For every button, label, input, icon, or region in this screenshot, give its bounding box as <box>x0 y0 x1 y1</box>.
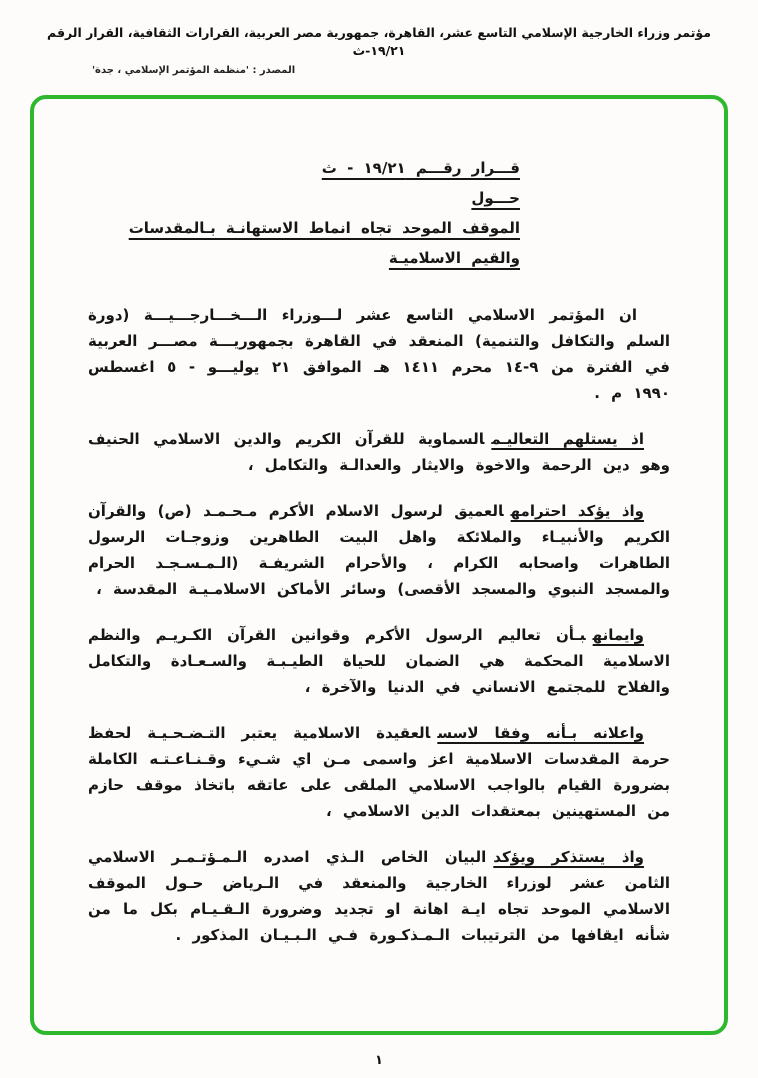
title-about-word: حـــول <box>471 189 520 207</box>
paragraph-inspired <box>88 426 670 478</box>
paragraph-belief <box>88 622 670 700</box>
resolution-title-block <box>88 155 520 272</box>
paragraph-lead: واذ يؤكد احترامه <box>510 502 644 520</box>
paragraph-lead: واعلانه بـأنه وفقا لاسس <box>437 724 645 742</box>
paragraph-affirming-respect <box>88 498 670 602</box>
document-header-title: مؤتمر وزراء الخارجية الإسلامي التاسع عشر، القاهرة، جمهورية مصر العربية، القرارات الثقافية، القرار الرقم ١٩/٢١-ث <box>47 25 711 58</box>
paragraph-lead: اذ يستلهم التعاليـم <box>491 430 644 448</box>
paragraph-declaration <box>88 720 670 824</box>
title-subject-line2: والقيم الاسلاميـة <box>388 249 520 267</box>
paragraph-body: العقيدة الاسلامية يعتبر التـضـحـيـة لحفظ حرمة المقدسات الاسلامية اعز واسمى مـن اي شـيء وقـنـاعـتـه الكاملة بضرورة القيام بالواجب الاسلامي الملقى على عاتقه باتخاذ موقف حازم من المستهينين بمعتقدات الدين الاسلامي ، <box>88 724 670 820</box>
paragraph-body: السماوية للقرآن الكريم والدين الاسلامي الحنيف وهو دين الرحمة والاخوة والايثار والعدالـة والتكامل ، <box>88 430 670 474</box>
paragraph-body: العميق لرسول الاسلام الأكرم مـحـمـد (ص) والقرآن الكريم والأنبيـاء والملائكة واهل البيت الطاهرين وزوجـات الرسول الطاهرات واصحابه الكرام ، والأحرام الشريفـة (الـمـسـجـد الحرام والمسجد النبوي والمسجد الأقصى) وسائر الأماكن الاسلامـيـة المقدسة ، <box>88 502 670 598</box>
title-subject-line1: الموقف الموحد تجاه انماط الاستهانـة بـالمقدسات <box>128 219 520 237</box>
document-header <box>30 24 728 76</box>
paragraph-body: البيان الخاص الـذي اصدره الـمـؤتـمـر الاسلامي الثامن عشر لوزراء الخارجية والمنعقد في الـرياض حـول الموقف الاسلامي الموحد تجاه ايـة اهانة او تجديد وضرورة الـقـيـام بكل ما من شأنه ايقافها من الترتيبات الـمـذكـورة فـي الـبـيـان المذكور . <box>88 848 670 944</box>
page-number: ١ <box>375 1053 383 1068</box>
resolution-number-title: قـــرار رقـــم ١٩/٢١ - ث <box>321 159 520 177</box>
paragraph-preamble <box>88 302 670 406</box>
paragraph-body: ان المؤتمر الاسلامي التاسع عشر لـــوزراء الـــخـــارجـــيـــة (دورة السلم والتكافل والتنمية) المنعقد في القاهرة بجمهوريـــة مصـــر العربية في الفترة من ٩-١٤ محرم ١٤١١ هـ الموافق ٢١ يوليـــو - ٥ اغسطس ١٩٩٠ م . <box>88 306 670 402</box>
paragraph-recalling-statement <box>88 844 670 948</box>
green-border-frame <box>30 95 728 1035</box>
paragraph-body: بـأن تعاليم الرسول الأكرم وقوانين القرآن الكـريـم والنظم الاسلامية المحكمة هي الضمان للحياة الطيـبـة والسـعـادة والتكامل والفلاح للمجتمع الانساني في الدنيا والآخرة ، <box>88 626 670 696</box>
paragraph-lead: واذ يستذكر ويؤكد <box>493 848 644 866</box>
source-note: المصدر : 'منظمة المؤتمر الإسلامي ، جدة' <box>92 65 296 76</box>
paragraph-lead: وايمانه <box>592 626 644 644</box>
